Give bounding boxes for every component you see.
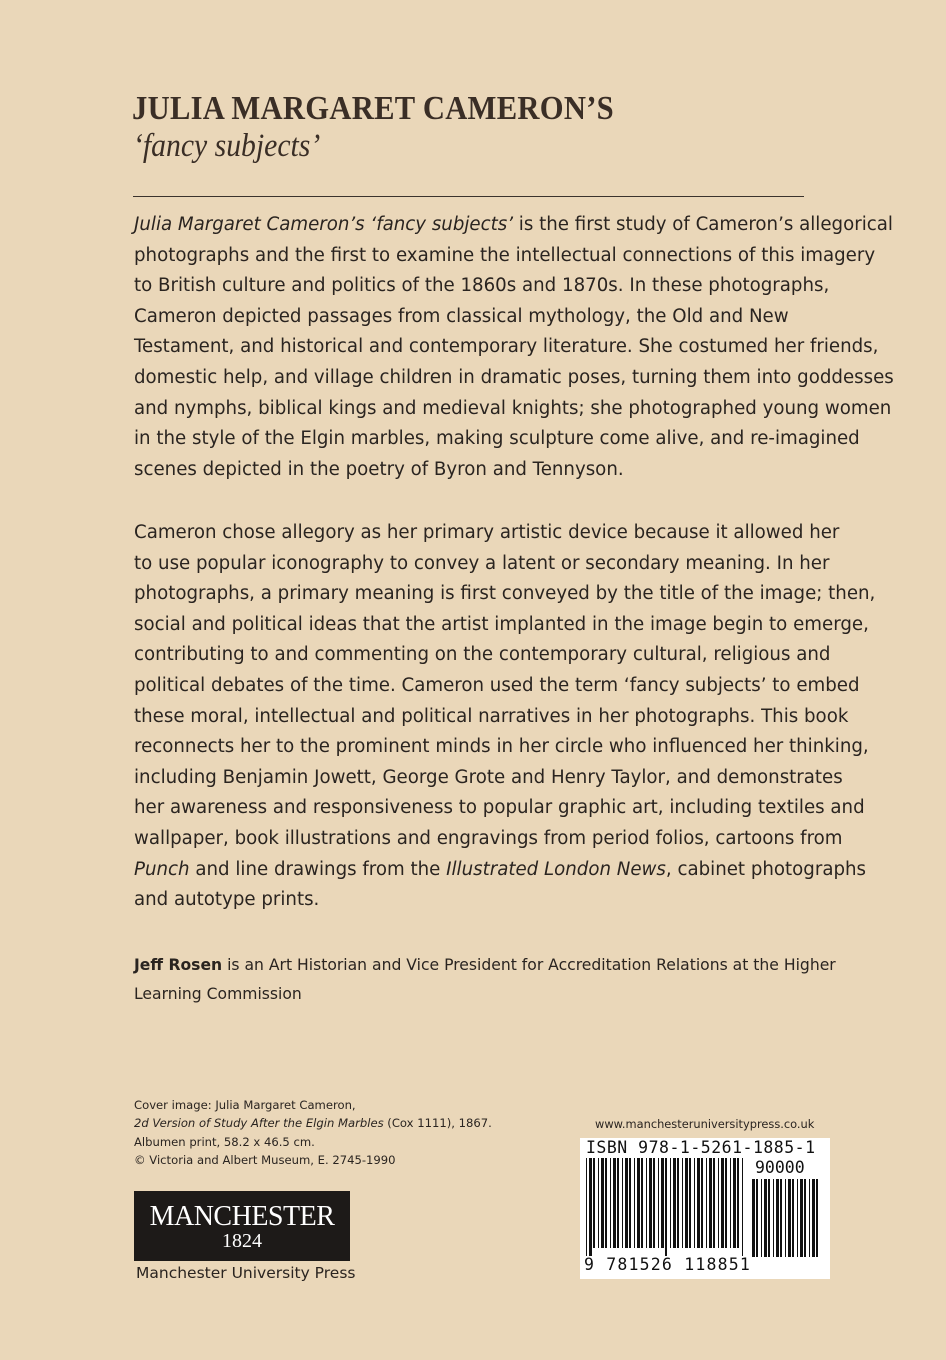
barcode-bar [797, 1179, 798, 1257]
paragraph-line: and autotype prints. [134, 889, 320, 911]
paragraph-line: photographs, a primary meaning is first conveyed by the title of the image; then, [134, 583, 876, 605]
author-bio: Jeff Rosen is an Art Historian and Vice President for Accreditation Relations at the Higher Learning Commission [134, 956, 836, 1003]
barcode-bar [737, 1158, 739, 1248]
paragraph-line: to British culture and politics of the 1860s and 1870s. In these photographs, [134, 275, 830, 297]
paragraph-line: including Benjamin Jowett, George Grote and Henry Taylor, and demonstrates [134, 766, 843, 788]
barcode-bar [586, 1158, 587, 1256]
barcode-bar [598, 1158, 599, 1248]
barcode-bar [649, 1158, 652, 1248]
paragraph-line: photographs and the first to examine the intellectual connections of this imagery [134, 244, 876, 266]
barcode-bar [752, 1179, 755, 1257]
barcode-bar [706, 1158, 707, 1248]
description-paragraph-1 [134, 210, 894, 485]
barcode-bar [761, 1179, 762, 1257]
barcode-bar [792, 1179, 794, 1257]
barcode-bar [593, 1158, 595, 1248]
barcode-bar [809, 1179, 810, 1257]
book-title-italic: Julia Margaret Cameron’s ‘fancy subjects’ [134, 214, 514, 235]
barcode-bar [697, 1158, 700, 1248]
paragraph-line: reconnects her to the prominent minds in her circle who influenced her thinking, [134, 736, 869, 758]
barcode-bar [718, 1158, 719, 1248]
barcode-bar [634, 1158, 635, 1248]
barcode-bar [689, 1158, 691, 1248]
book-subtitle: ‘fancy subjects’ [133, 128, 321, 164]
barcode-bar [713, 1158, 715, 1248]
barcode-bar [742, 1158, 743, 1256]
isbn-barcode [580, 1138, 830, 1279]
barcode-bar [605, 1158, 607, 1248]
barcode-bar [733, 1158, 736, 1248]
paragraph-line: Punch and line drawings from the Illustrated London News, cabinet photographs [134, 858, 867, 880]
punch-title: Punch [134, 858, 190, 880]
barcode-bar [709, 1158, 712, 1248]
barcode-bar [613, 1158, 616, 1248]
paragraph-line: Testament, and historical and contemporary literature. She costumed her friends, [134, 336, 879, 358]
paragraph-line: to use popular iconography to convey a latent or secondary meaning. In her [134, 552, 830, 574]
paragraph-line: social and political ideas that the artist implanted in the image begin to emerge, [134, 613, 869, 635]
paragraph-line: in the style of the Elgin marbles, making sculpture come alive, and re-imagined [134, 428, 860, 450]
isbn-label: ISBN 978-1-5261-1885-1 [586, 1138, 816, 1157]
barcode-bar [768, 1179, 770, 1257]
barcode-bar [673, 1158, 676, 1248]
author-name: Jeff Rosen [134, 956, 223, 974]
barcode-bar [637, 1158, 640, 1248]
paragraph-line: her awareness and responsiveness to popular graphic art, including textiles and [134, 797, 865, 819]
paragraph-line: scenes depicted in the poetry of Byron and Tennyson. [134, 458, 624, 480]
barcode-bar [610, 1158, 611, 1248]
barcode-bar [661, 1158, 664, 1248]
barcode-bar [764, 1179, 767, 1257]
publisher-logo [134, 1191, 350, 1261]
barcode-bar [816, 1179, 818, 1257]
logo-name: MANCHESTER [149, 1201, 335, 1232]
barcode-bar [622, 1158, 623, 1248]
barcode-bar [682, 1158, 683, 1248]
book-title: JULIA MARGARET CAMERON’S [132, 90, 614, 127]
publisher-name: Manchester University Press [136, 1264, 356, 1282]
barcode-bar [641, 1158, 643, 1248]
barcode-bar [677, 1158, 679, 1248]
barcode-bar [773, 1179, 774, 1257]
logo-year: 1824 [222, 1230, 262, 1252]
barcode-bar [804, 1179, 806, 1257]
paragraph-line: and nymphs, biblical kings and medieval knights; she photographed young women [134, 397, 892, 419]
cover-image-credits: Cover image: Julia Margaret Cameron, 2d Version of Study After the Elgin Marbles (Cox 1111), 1867. Albumen print, 58.2 x 46.5 cm. © Victoria and Albert Museum, E. 2745-1990 [134, 1098, 492, 1168]
description-paragraph-2 [134, 518, 876, 916]
illustrated-london-news-title: Illustrated London News [446, 858, 666, 880]
paragraph-line: Julia Margaret Cameron’s ‘fancy subjects’ is the first study of Cameron’s allegorical [134, 214, 893, 235]
barcode-bar [694, 1158, 695, 1248]
barcode-bar [617, 1158, 619, 1248]
barcode-digits: 9 781526 118851 [584, 1255, 752, 1274]
barcode-bar [629, 1158, 631, 1248]
paragraph-line: political debates of the time. Cameron used the term ‘fancy subjects’ to embed [134, 674, 860, 696]
barcode-bar [800, 1179, 803, 1257]
paragraph-line: these moral, intellectual and political narratives in her photographs. This book [134, 705, 849, 727]
barcode-bar [601, 1158, 604, 1248]
barcode-bar [776, 1179, 779, 1257]
paragraph-line: contributing to and commenting on the contemporary cultural, religious and [134, 644, 831, 666]
paragraph-line: domestic help, and village children in dramatic poses, turning them into goddesses [134, 366, 894, 388]
barcode-bar [658, 1158, 659, 1248]
paragraph-line: wallpaper, book illustrations and engravings from period folios, cartoons from [134, 827, 843, 849]
paragraph-line: Cameron chose allegory as her primary artistic device because it allowed her [134, 522, 840, 543]
price-addon-code: 90000 [755, 1158, 805, 1177]
barcode-bar [780, 1179, 782, 1257]
artwork-title: 2d Version of Study After the Elgin Marbles [134, 1116, 384, 1131]
barcode-bar [665, 1158, 667, 1256]
barcode-bar [701, 1158, 703, 1248]
barcode-bar [725, 1158, 727, 1248]
barcode-bar [730, 1158, 731, 1248]
barcode-bar [625, 1158, 628, 1248]
barcode-bar [670, 1158, 671, 1248]
barcode-bar [812, 1179, 815, 1257]
barcode-bar [785, 1179, 786, 1257]
barcode-bar [589, 1158, 592, 1256]
barcode-bar [653, 1158, 655, 1248]
barcode-bar [788, 1179, 791, 1257]
barcode-bar [756, 1179, 758, 1257]
publisher-url: www.manchesteruniversitypress.co.uk [595, 1117, 815, 1131]
barcode-bar [685, 1158, 688, 1248]
addon-barcode-bars [752, 1179, 824, 1257]
barcode-bars [586, 1158, 746, 1256]
barcode-bar [721, 1158, 724, 1248]
barcode-bar [646, 1158, 647, 1248]
paragraph-line: Cameron depicted passages from classical mythology, the Old and New [134, 305, 789, 327]
title-divider [133, 196, 804, 197]
